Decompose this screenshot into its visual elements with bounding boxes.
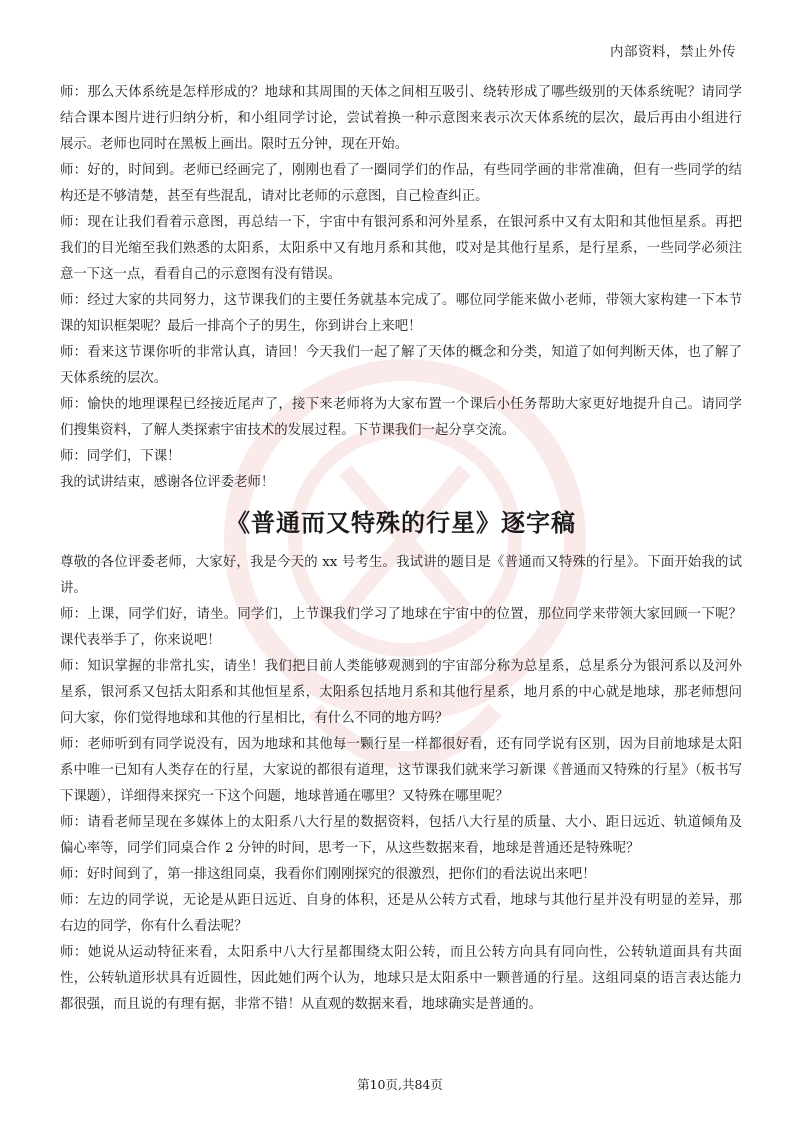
paragraph: 师：好的，时间到。老师已经画完了，刚刚也看了一圈同学们的作品，有些同学画的非常准确，但有一些同学的结构还是不够清楚，甚至有些混乱，请对比老师的示意图，自己检查纠正。	[60, 163, 742, 204]
paragraph: 师：同学们，下课！	[60, 449, 181, 464]
page-number: 第10页,共84页	[357, 1077, 443, 1092]
paragraph: 师：请看老师呈现在多媒体上的太阳系八大行星的数据资料，包括八大行星的质量、大小、距日远近、轨道倾角及偏心率等，同学们同桌合作 2 分钟的时间，思考一下，从这些数据来看，地球是普通还是特殊呢？	[60, 815, 742, 856]
confidential-notice: 内部资料，禁止外传	[610, 44, 736, 60]
paragraph: 师：知识掌握的非常扎实，请坐！我们把目前人类能够观测到的宇宙部分称为总星系，总星系分为银河系以及河外星系，银河系又包括太阳系和其他恒星系，太阳系包括地月系和其他行星系，地月系的中心就是地球，那老师想问问大家，你们觉得地球和其他的行星相比，有什么不同的地方吗？	[60, 659, 742, 726]
paragraph: 师：上课，同学们好，请坐。同学们，上节课我们学习了地球在宇宙中的位置，那位同学来带领大家回顾一下呢？课代表举手了，你来说吧！	[60, 607, 742, 648]
paragraph: 师：看来这节课你听的非常认真，请回！今天我们一起了解了天体的概念和分类，知道了如何判断天体，也了解了天体系统的层次。	[60, 345, 742, 386]
paragraph: 师：那么天体系统是怎样形成的？地球和其周围的天体之间相互吸引、绕转形成了哪些级别的天体系统呢？请同学结合课本图片进行归纳分析，和小组同学讨论，尝试着换一种示意图来表示次天体系统的层次，最后再由小组进行展示。老师也同时在黑板上画出。限时五分钟，现在开始。	[60, 85, 742, 152]
paragraph: 尊敬的各位评委老师，大家好，我是今天的 xx 号考生。我试讲的题目是《普通而又特殊的行星》。下面开始我的试讲。	[60, 555, 742, 596]
paragraph: 师：现在让我们看着示意图，再总结一下，宇宙中有银河系和河外星系，在银河系中又有太阳和其他恒星系。再把我们的目光缩至我们熟悉的太阳系，太阳系中又有地月系和其他，哎对是其他行星系，是行星系，一些同学必须注意一下这一点，看看自己的示意图有没有错误。	[60, 215, 742, 282]
paragraph: 师：好时间到了，第一排这组同桌，我看你们刚刚探究的很激烈，把你们的看法说出来吧！	[60, 867, 596, 882]
paragraph: 师：经过大家的共同努力，这节课我们的主要任务就基本完成了。哪位同学能来做小老师，带领大家构建一下本节课的知识框架呢？最后一排高个子的男生，你到讲台上来吧！	[60, 293, 742, 334]
paragraph: 师：愉快的地理课程已经接近尾声了，接下来老师将为大家布置一个课后小任务帮助大家更好地提升自己。请同学们搜集资料，了解人类探索宇宙技术的发展过程。下节课我们一起分享交流。	[60, 397, 742, 438]
paragraph: 师：老师听到有同学说没有，因为地球和其他每一颗行星一样都很好看，还有同学说有区别，因为目前地球是太阳系中唯一已知有人类存在的行星，大家说的都很有道理，这节课我们就来学习新课《普通而又特殊的行星》（板书写下课题），详细得来探究一下这个问题，地球普通在哪里？又特殊在哪里呢？	[60, 737, 742, 804]
paragraph: 师：她说从运动特征来看，太阳系中八大行星都围绕太阳公转，而且公转方向具有同向性，公转轨道面具有共面性，公转轨道形状具有近圆性，因此她们两个认为，地球只是太阳系中一颗普通的行星。这组同桌的语言表达能力都很强，而且说的有理有据，非常不错！从直观的数据来看，地球确实是普通的。	[60, 945, 742, 1012]
document-body	[60, 80, 742, 1018]
section-transcript	[60, 550, 742, 1018]
section-title: 《普通而又特殊的行星》逐字稿	[226, 509, 576, 537]
paragraph: 师：左边的同学说，无论是从距日远近、自身的体积，还是从公转方式看，地球与其他行星并没有明显的差异，那右边的同学，你有什么看法呢？	[60, 893, 742, 934]
paragraph: 我的试讲结束，感谢各位评委老师！	[60, 475, 275, 490]
section-previous-lesson	[60, 80, 742, 496]
